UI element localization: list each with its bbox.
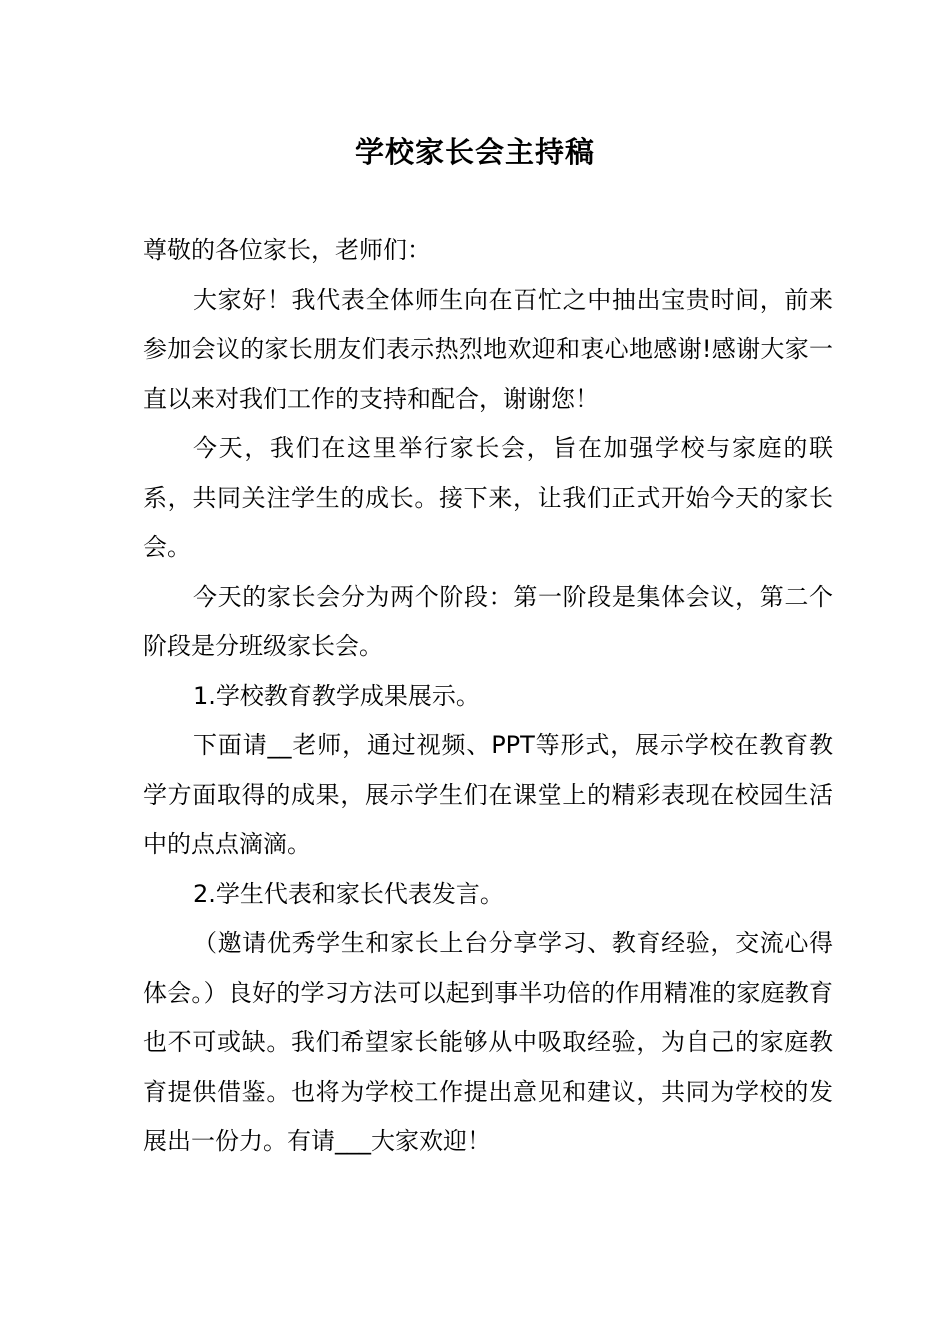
document-body <box>143 226 833 1167</box>
paragraph-stages: 今天的家长会分为两个阶段：第一阶段是集体会议，第二个阶段是分班级家长会。 <box>143 582 833 660</box>
section-heading-2: 2.学生代表和家长代表发言。 <box>193 879 504 908</box>
paragraph-speeches: （邀请优秀学生和家长上台分享学习、教育经验，交流心得体会。）良好的学习方法可以起到事半功倍的作用精准的家庭教育也不可或缺。我们希望家长能够从中吸取经验，为自己的家庭教育提供借鉴。也将为学校工作提出意见和建议，共同为学校的发展出一份力。有请___大家欢迎！ <box>143 929 833 1155</box>
paragraph-purpose: 今天，我们在这里举行家长会，旨在加强学校与家庭的联系，共同关注学生的成长。接下来，让我们正式开始今天的家长会。 <box>143 434 833 561</box>
paragraph-showcase: 下面请__老师，通过视频、PPT等形式，展示学校在教育教学方面取得的成果，展示学生们在课堂上的精彩表现在校园生活中的点点滴滴。 <box>143 731 833 858</box>
paragraph-welcome: 大家好！我代表全体师生向在百忙之中抽出宝贵时间，前来参加会议的家长朋友们表示热烈地欢迎和衷心地感谢!感谢大家一直以来对我们工作的支持和配合，谢谢您！ <box>143 285 833 413</box>
greeting-line: 尊敬的各位家长，老师们： <box>143 236 431 264</box>
section-heading-1: 1.学校教育教学成果展示。 <box>193 681 480 710</box>
document-title: 学校家长会主持稿 <box>354 135 595 169</box>
